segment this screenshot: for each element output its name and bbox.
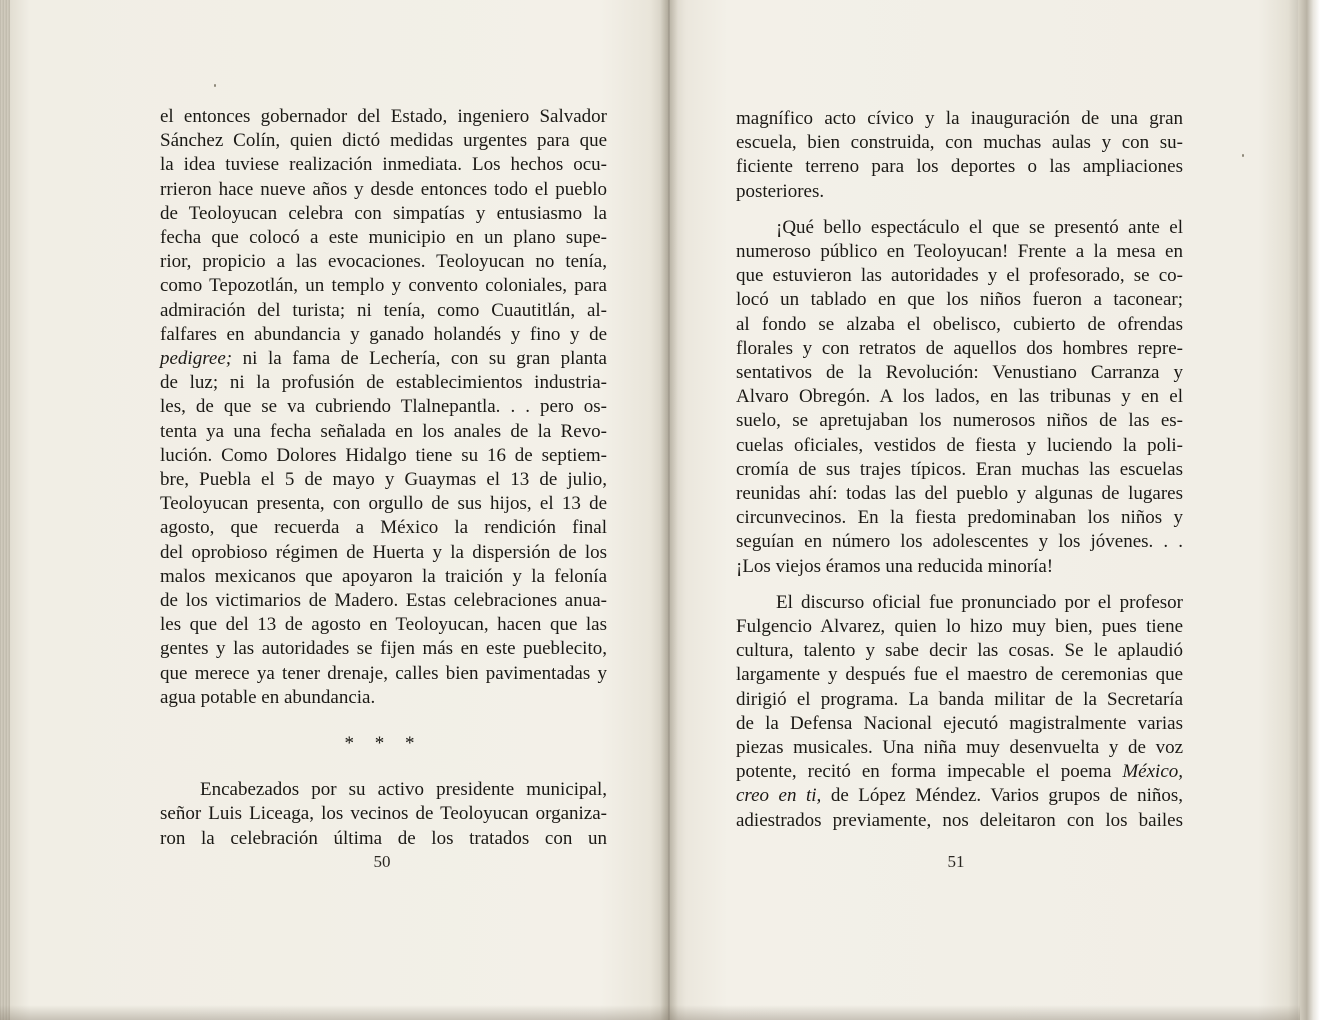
text-line: reunidas ahí: todas las del pueblo y algunas de lugares (736, 483, 1183, 505)
text-line: dirigió el programa. La banda militar de la Secretaría (736, 688, 1183, 710)
text-line: que estuvieron las autoridades y el profesorado, se co- (736, 265, 1183, 287)
text-line: seguían en número los adolescentes y los jóvenes. . . (736, 531, 1183, 553)
text-line: les que del 13 de agosto en Teoloyucan, hacen que las (160, 614, 607, 636)
text-line: ron la celebración última de los tratados con un (160, 827, 607, 849)
text-line: malos mexicanos que apoyaron la traición y la felonía (160, 565, 607, 587)
text-line: ¡Los viejos éramos una reducida minoría! (736, 555, 1054, 577)
text-line: agua potable en abundancia. (160, 686, 376, 708)
text-line: pedigree; ni la fama de Lechería, con su gran planta (160, 348, 607, 370)
text-line: como Tepozotlán, un templo y convento coloniales, para (160, 275, 607, 297)
text-line: de luz; ni la profusión de establecimientos industria- (160, 372, 607, 394)
text-line: agosto, que recuerda a México la rendición final (160, 517, 607, 539)
text-line: piezas musicales. Una niña muy desenvuelta y de voz (736, 737, 1183, 759)
text-line: cuelas oficiales, vestidos de fiesta y luciendo la poli- (736, 434, 1183, 456)
text-line: magnífico acto cívico y la inauguración de una gran (736, 108, 1183, 129)
italic-text: México, (1122, 761, 1183, 783)
text-line: Teoloyucan presenta, con orgullo de sus hijos, el 13 de (160, 493, 607, 515)
paper-speck (214, 84, 216, 87)
text-line: al fondo se alzaba el obelisco, cubierto de ofrendas (736, 313, 1183, 335)
text-line: numeroso público en Teoloyucan! Frente a la mesa en (736, 241, 1183, 263)
text-line: locó un tablado en que los niños fueron a taconear; (736, 289, 1183, 311)
text-line: posteriores. (736, 180, 825, 202)
page-edges-left (0, 0, 10, 1020)
text-line: potente, recitó en forma impecable el poema México, (736, 761, 1183, 783)
text-line: circunvecinos. En la fiesta predominaban los niños y (736, 507, 1183, 529)
italic-text: creo en ti, (736, 785, 822, 807)
bottom-shadow (0, 1005, 1300, 1020)
text-line: les, de que se va cubriendo Tlalnepantla. . . pero os- (160, 396, 607, 418)
text-line: florales y con retratos de aquellos dos hombres repre- (736, 337, 1183, 359)
left-page-text (160, 105, 607, 851)
paper-speck (1242, 154, 1244, 157)
text-line: rrieron hace nueve años y desde entonces todo el pueblo (160, 178, 607, 200)
text-line: de Teoloyucan celebra con simpatías y entusiasmo la (160, 202, 607, 224)
text-line: falfares en abundancia y ganado holandés y fino y de (160, 323, 607, 345)
text-line: del oprobioso régimen de Huerta y la dispersión de los (160, 541, 607, 563)
text-line: ¡Qué bello espectáculo el que se presentó ante el (776, 216, 1183, 238)
text-line: lución. Como Dolores Hidalgo tiene su 16 de septiem- (160, 444, 607, 466)
left-paragraph-2 (160, 778, 607, 851)
text-line: de la Defensa Nacional ejecutó magistralmente varias (736, 712, 1183, 734)
text-line: fecha que colocó a este municipio en un plano supe- (160, 227, 607, 249)
text-line: bre, Puebla el 5 de mayo y Guaymas el 13 de julio, (160, 469, 607, 491)
text-line: admiración del turista; ni tenía, como Cuautitlán, al- (160, 299, 607, 321)
right-paragraph-2 (736, 216, 1183, 579)
right-paragraph-3 (736, 591, 1183, 833)
italic-text: pedigree; (160, 348, 233, 370)
text-line: que merece ya tener drenaje, calles bien pavimentadas y (160, 662, 607, 684)
text-line: Sánchez Colín, quien dictó medidas urgentes para que (160, 130, 607, 152)
text-line: Fulgencio Alvarez, quien lo hizo muy bien, pues tiene (736, 616, 1183, 638)
text-line: El discurso oficial fue pronunciado por el profesor (776, 591, 1183, 613)
text-line: de los victimarios de Madero. Estas celebraciones anua- (160, 590, 607, 612)
text-line: Alvaro Obregón. A los lados, en las tribunas y en el (736, 386, 1183, 408)
text-line: suelo, se apretujaban los numerosos niños de las es- (736, 410, 1183, 432)
book-gutter (660, 0, 678, 1020)
right-page-text (736, 107, 1183, 833)
text-line: la idea tuviese realización inmediata. Los hechos ocu- (160, 154, 607, 176)
left-paragraph-1 (160, 105, 607, 710)
text-line: creo en ti, de López Méndez. Varios grupos de niños, (736, 785, 1183, 807)
text-line: cultura, talento y sabe decir las cosas. Se le aplaudió (736, 640, 1183, 662)
page-number-right: 51 (947, 852, 965, 871)
page-edges-right (1298, 0, 1320, 1020)
text-line: rior, propicio a las evocaciones. Teoloyucan no tenía, (160, 251, 607, 273)
text-line: el entonces gobernador del Estado, ingeniero Salvador (160, 106, 607, 127)
right-paragraph-1 (736, 107, 1183, 204)
text-line: ficiente terreno para los deportes o las ampliaciones (736, 156, 1183, 178)
text-line: escuela, bien construida, con muchas aulas y con su- (736, 132, 1183, 154)
text-line: sentativos de la Revolución: Venustiano Carranza y (736, 362, 1183, 384)
text-line: señor Luis Liceaga, los vecinos de Teoloyucan organiza- (160, 803, 607, 825)
text-line: tenta ya una fecha señalada en los anales de la Revo- (160, 420, 607, 442)
text-line: cromía de sus trajes típicos. Eran muchas las escuelas (736, 458, 1183, 480)
text-line: Encabezados por su activo presidente municipal, (200, 779, 607, 801)
text-line: gentes y las autoridades se fijen más en este pueblecito, (160, 638, 607, 660)
text-line: adiestrados previamente, nos deleitaron con los bailes (736, 809, 1183, 831)
section-separator: * * * (344, 733, 423, 755)
text-line: largamente y después fue el maestro de ceremonias que (736, 664, 1183, 686)
page-number-left: 50 (373, 852, 391, 871)
